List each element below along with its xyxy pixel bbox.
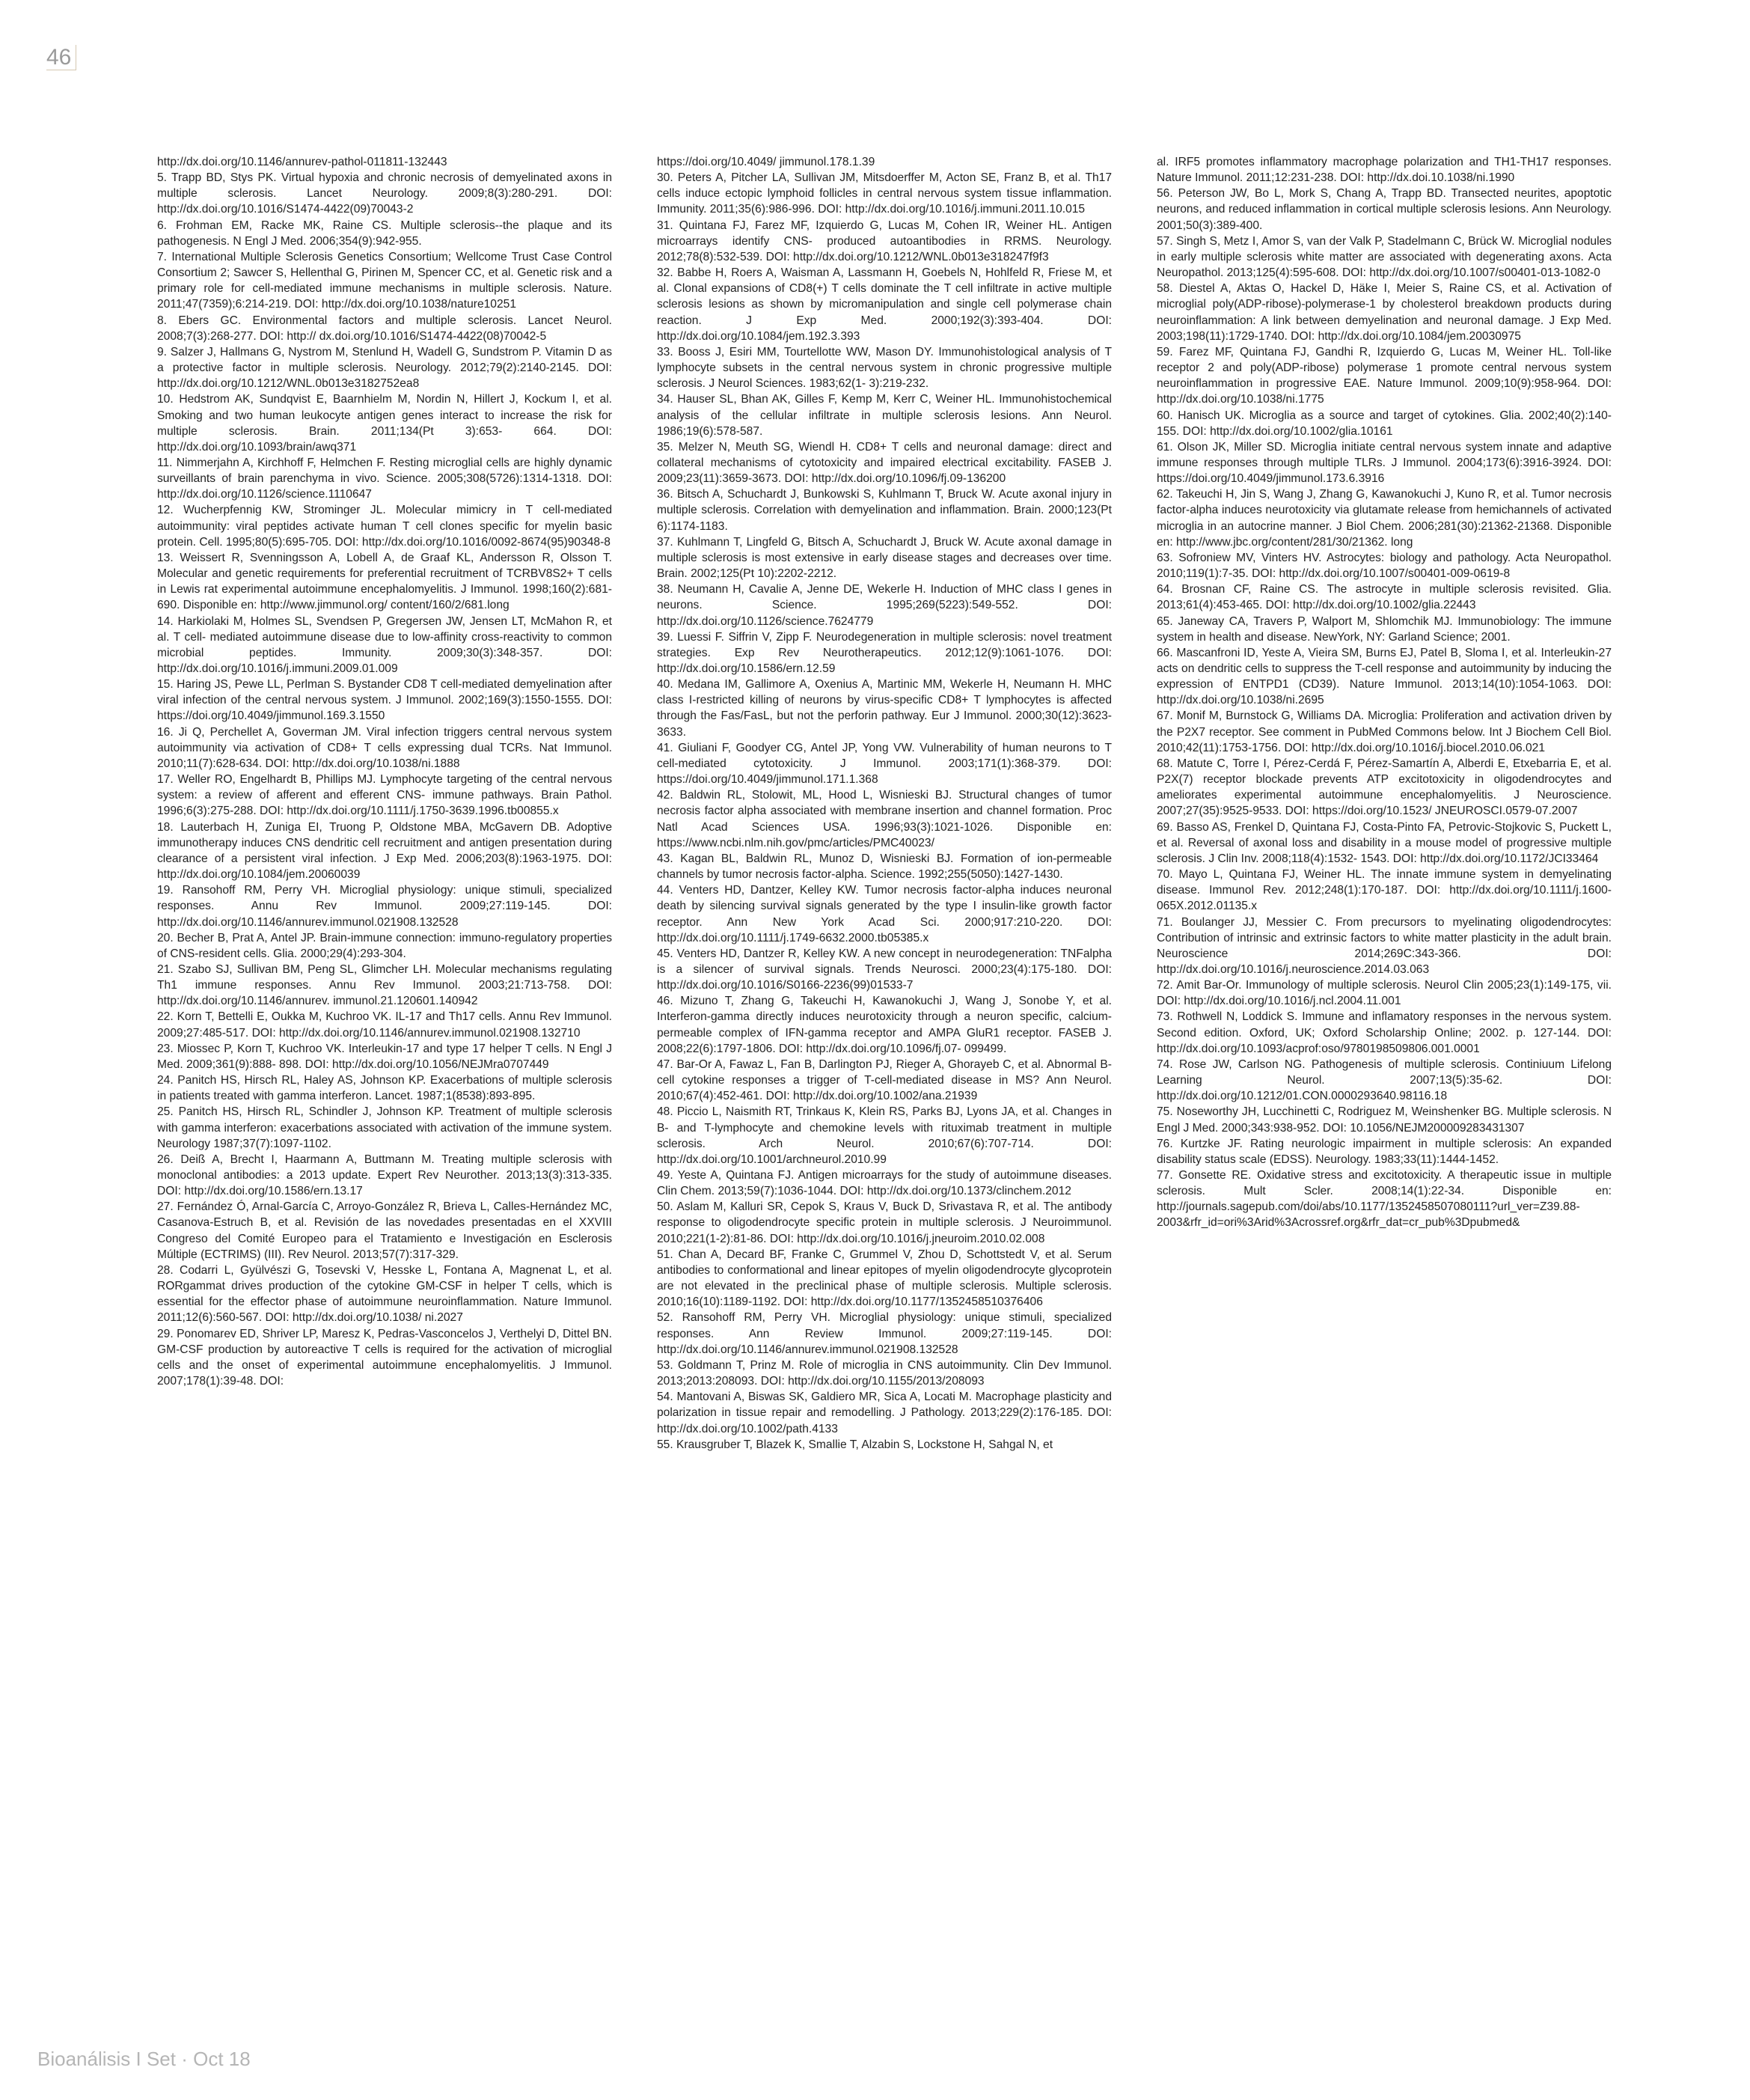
reference-entry: 31. Quintana FJ, Farez MF, Izquierdo G, Lucas M, Cohen IR, Weiner HL. Antigen microarrays identify CNS- produced autoantibodies in RRMS. Neurology. 2012;78(8):532-539. DOI: http://dx.doi.org/10.1212/WNL.0b013e318247f9f3 xyxy=(657,219,1112,263)
reference-entry: 52. Ransohoff RM, Perry VH. Microglial physiology: unique stimuli, specialized responses. Ann Review Immunol. 2009;27:119-145. DOI: http://dx.doi.org/10.1146/annurev.immunol.021908.132528 xyxy=(657,1311,1112,1356)
reference-entry: 70. Mayo L, Quintana FJ, Weiner HL. The innate immune system in demyelinating disease. Immunol Rev. 2012;248(1):170-187. DOI: http://dx.doi.org/10.1111/j.1600-065X.2012.01135.x xyxy=(1157,868,1612,913)
reference-entry: 36. Bitsch A, Schuchardt J, Bunkowski S, Kuhlmann T, Bruck W. Acute axonal injury in multiple sclerosis. Correlation with demyelination and inflammation. Brain. 2000;123(Pt 6):1174-1183. xyxy=(657,488,1112,533)
reference-entry: 65. Janeway CA, Travers P, Walport M, Shlomchik MJ. Immunobiology: The immune system in health and disease. NewYork, NY: Garland Science; 2001. xyxy=(1157,614,1612,644)
page-number: 46 xyxy=(46,45,76,70)
reference-entry: 75. Noseworthy JH, Lucchinetti C, Rodriguez M, Weinshenker BG. Multiple sclerosis. N Engl J Med. 2000;343:938-952. DOI: 10.1056/NEJM200009283431307 xyxy=(1157,1105,1612,1135)
reference-entry: 23. Miossec P, Korn T, Kuchroo VK. Interleukin-17 and type 17 helper T cells. N Engl J Med. 2009;361(9):888- 898. DOI: http://dx.doi.org/10.1056/NEJMra0707449 xyxy=(157,1042,612,1071)
reference-entry: 45. Venters HD, Dantzer R, Kelley KW. A new concept in neurodegeneration: TNFalpha is a silencer of survival signals. Trends Neurosci. 2000;23(4):175-180. DOI: http://dx.doi.org/10.1016/S0166-2236(99)01533-7 xyxy=(657,947,1112,992)
reference-entry: 34. Hauser SL, Bhan AK, Gilles F, Kemp M, Kerr C, Weiner HL. Immunohistochemical analysis of the cellular infiltrate in multiple sclerosis lesions. Ann Neurol. 1986;19(6):578-587. xyxy=(657,393,1112,438)
reference-entry: 39. Luessi F. Siffrin V, Zipp F. Neurodegeneration in multiple sclerosis: novel treatment strategies. Exp Rev Neurotherapeutics. 2012;12(9):1061-1076. DOI: http://dx.doi.org/10.1586/ern.12.59 xyxy=(657,630,1112,675)
reference-entry: 60. Hanisch UK. Microglia as a source and target of cytokines. Glia. 2002;40(2):140-155. DOI: http://dx.doi.org/10.1002/glia.10161 xyxy=(1157,409,1612,438)
reference-entry: 22. Korn T, Bettelli E, Oukka M, Kuchroo VK. IL-17 and Th17 cells. Annu Rev Immunol. 2009;27:485-517. DOI: http://dx.doi.org/10.1146/annurev.immunol.021908.132710 xyxy=(157,1010,612,1040)
reference-entry: 77. Gonsette RE. Oxidative stress and excitotoxicity. A therapeutic issue in multiple sclerosis. Mult Scler. 2008;14(1):22-34. Disponible en: http://journals.sagepub.com/doi/abs/10.1177/1352458507080111?url_ver=Z39.88-2003&rfr_id=ori%3Arid%3Acrossref.org&rfr_dat=cr_pub%3Dpubmed& xyxy=(1157,1169,1612,1230)
reference-entry: 50. Aslam M, Kalluri SR, Cepok S, Kraus V, Buck D, Srivastava R, et al. The antibody response to oligodendrocyte specific protein in multiple sclerosis. J Neuroimmunol. 2010;221(1-2):81-86. DOI: http://dx.doi.org/10.1016/j.jneuroim.2010.02.008 xyxy=(657,1200,1112,1245)
reference-entry: 74. Rose JW, Carlson NG. Pathogenesis of multiple sclerosis. Continiuum Lifelong Learning Neurol. 2007;13(5):35-62. DOI: http://dx.doi.org/10.1212/01.CON.0000293640.98116.18 xyxy=(1157,1057,1612,1103)
reference-entry: 15. Haring JS, Pewe LL, Perlman S. Bystander CD8 T cell-mediated demyelination after viral infection of the central nervous system. J Immunol. 2002;169(3):1550-1555. DOI: https://doi.org/10.4049/jimmunol.169.3.1550 xyxy=(157,678,612,723)
reference-entry: 46. Mizuno T, Zhang G, Takeuchi H, Kawanokuchi J, Wang J, Sonobe Y, et al. Interferon-gamma directly induces neurotoxicity through a neuron specific, calcium-permeable complex of IFN-gamma receptor and AMPA GluR1 receptor. FASEB J. 2008;22(6):1797-1806. DOI: http://dx.doi.org/10.1096/fj.07- 099499. xyxy=(657,995,1112,1055)
reference-entry: 8. Ebers GC. Environmental factors and multiple sclerosis. Lancet Neurol. 2008;7(3):268-277. DOI: http:// dx.doi.org/10.1016/S1474-4422(08)70042-5 xyxy=(157,314,612,343)
reference-entry: 20. Becher B, Prat A, Antel JP. Brain-immune connection: immuno-regulatory properties of CNS-resident cells. Glia. 2000;29(4):293-304. xyxy=(157,931,612,960)
references-column-1 xyxy=(157,154,612,1389)
reference-entry: 40. Medana IM, Gallimore A, Oxenius A, Martinic MM, Wekerle H, Neumann H. MHC class I-restricted killing of neurons by virus-specific CD8+ T lymphocytes is affected through the Fas/FasL, but not the perforin pathway. Eur J Immunol. 2000;30(12):3623-3633. xyxy=(657,678,1112,739)
reference-entry: 16. Ji Q, Perchellet A, Goverman JM. Viral infection triggers central nervous system autoimmunity via activation of CD8+ T cells expressing dual TCRs. Nat Immunol. 2010;11(7):628-634. DOI: http://dx.doi.org/10.1038/ni.1888 xyxy=(157,725,612,770)
reference-entry: 25. Panitch HS, Hirsch RL, Schindler J, Johnson KP. Treatment of multiple sclerosis with gamma interferon: exacerbations associated with activation of the immune system. Neurology 1987;37(7):1097-1102. xyxy=(157,1105,612,1150)
reference-entry: 27. Fernández Ó, Arnal-García C, Arroyo-González R, Brieva L, Calles-Hernández MC, Casanova-Estruch B, et al. Revisión de las novedades presentadas en el XXVIII Congreso del Comité Europeo para el Tratamiento e Investigación en Esclerosis Múltiple (ECTRIMS) (III). Rev Neurol. 2013;57(7):317-329. xyxy=(157,1200,612,1261)
reference-entry: 43. Kagan BL, Baldwin RL, Munoz D, Wisnieski BJ. Formation of ion-permeable channels by tumor necrosis factor-alpha. Science. 1992;255(5050):1427-1430. xyxy=(657,852,1112,882)
journal-footer: Bioanálisis I Set · Oct 18 xyxy=(37,2048,251,2070)
reference-entry: 44. Venters HD, Dantzer, Kelley KW. Tumor necrosis factor-alpha induces neuronal death by silencing survival signals generated by the type I insulin-like growth factor receptor. Ann New York Acad Sci. 2000;917:210-220. DOI: http://dx.doi.org/10.1111/j.1749-6632.2000.tb05385.x xyxy=(657,884,1112,944)
reference-entry: 14. Harkiolaki M, Holmes SL, Svendsen P, Gregersen JW, Jensen LT, McMahon R, et al. T cell- mediated autoimmune disease due to low-affinity cross-reactivity to common microbial peptides. Immunity. 2009;30(3):348-357. DOI: http://dx.doi.org/10.1016/j.immuni.2009.01.009 xyxy=(157,614,612,675)
reference-entry: 64. Brosnan CF, Raine CS. The astrocyte in multiple sclerosis revisited. Glia. 2013;61(4):453-465. DOI: http://dx.doi.org/10.1002/glia.22443 xyxy=(1157,583,1612,612)
reference-entry: 33. Booss J, Esiri MM, Tourtellotte WW, Mason DY. Immunohistological analysis of T lymphocyte subsets in the central nervous system in chronic progressive multiple sclerosis. J Neurol Sciences. 1983;62(1- 3):219-232. xyxy=(657,345,1112,391)
reference-entry: 53. Goldmann T, Prinz M. Role of microglia in CNS autoimmunity. Clin Dev Immunol. 2013;2013:208093. DOI: http://dx.doi.org/10.1155/2013/208093 xyxy=(657,1358,1112,1388)
reference-entry: 13. Weissert R, Svenningsson A, Lobell A, de Graaf KL, Andersson R, Olsson T. Molecular and genetic requirements for preferential recruitment of TCRBV8S2+ T cells in Lewis rat experimental autoimmune encephalomyelitis. J Immunol. 1998;160(2):681-690. Disponible en: http://www.jimmunol.org/ content/160/2/681.long xyxy=(157,551,612,612)
reference-entry: 55. Krausgruber T, Blazek K, Smallie T, Alzabin S, Lockstone H, Sahgal N, et xyxy=(657,1438,1053,1451)
reference-entry: http://dx.doi.org/10.1146/annurev-pathol-011811-132443 xyxy=(157,156,447,168)
reference-entry: 30. Peters A, Pitcher LA, Sullivan JM, Mitsdoerffer M, Acton SE, Franz B, et al. Th17 cells induce ectopic lymphoid follicles in central nervous system tissue inflammation. Immunity. 2011;35(6):986-996. DOI: http://dx.doi.org/10.1016/j.immuni.2011.10.015 xyxy=(657,171,1112,216)
reference-entry: 12. Wucherpfennig KW, Strominger JL. Molecular mimicry in T cell-mediated autoimmunity: viral peptides activate human T cell clones specific for myelin basic protein. Cell. 1995;80(5):695-705. DOI: http://dx.doi.org/10.1016/0092-8674(95)90348-8 xyxy=(157,504,612,549)
reference-entry: 57. Singh S, Metz I, Amor S, van der Valk P, Stadelmann C, Brück W. Microglial nodules in early multiple sclerosis white matter are associated with degenerating axons. Acta Neuropathol. 2013;125(4):595-608. DOI: http://dx.doi.org/10.1007/s00401-013-1082-0 xyxy=(1157,234,1612,280)
reference-entry: 48. Piccio L, Naismith RT, Trinkaus K, Klein RS, Parks BJ, Lyons JA, et al. Changes in B- and T-lymphocyte and chemokine levels with rituximab treatment in multiple sclerosis. Arch Neurol. 2010;67(6):707-714. DOI: http://dx.doi.org/10.1001/archneurol.2010.99 xyxy=(657,1105,1112,1166)
reference-entry: 51. Chan A, Decard BF, Franke C, Grummel V, Zhou D, Schottstedt V, et al. Serum antibodies to conformational and linear epitopes of myelin oligodendrocyte glycoprotein are not elevated in the preclinical phase of multiple sclerosis. Multiple sclerosis. 2010;16(10):1189-1192. DOI: http://dx.doi.org/10.1177/1352458510376406 xyxy=(657,1248,1112,1309)
reference-entry: 41. Giuliani F, Goodyer CG, Antel JP, Yong VW. Vulnerability of human neurons to T cell-mediated cytotoxicity. J Immunol. 2003;171(1):368-379. DOI: https://doi.org/10.4049/jimmunol.171.1.368 xyxy=(657,741,1112,787)
reference-entry: 9. Salzer J, Hallmans G, Nystrom M, Stenlund H, Wadell G, Sundstrom P. Vitamin D as a protective factor in multiple sclerosis. Neurology. 2012;79(2):2140-2145. DOI: http://dx.doi.org/10.1212/WNL.0b013e3182752ea8 xyxy=(157,345,612,391)
reference-entry: 56. Peterson JW, Bo L, Mork S, Chang A, Trapp BD. Transected neurites, apoptotic neurons, and reduced inflammation in cortical multiple sclerosis lesions. Ann Neurology. 2001;50(3):389-400. xyxy=(1157,187,1612,232)
reference-entry: 35. Melzer N, Meuth SG, Wiendl H. CD8+ T cells and neuronal damage: direct and collateral mechanisms of cytotoxicity and impaired electrical excitability. FASEB J. 2009;23(11):3659-3673. DOI: http://dx.doi.org/10.1096/fj.09-136200 xyxy=(657,440,1112,486)
reference-entry: 66. Mascanfroni ID, Yeste A, Vieira SM, Burns EJ, Patel B, Sloma I, et al. Interleukin-27 acts on dendritic cells to suppress the T-cell response and autoimmunity by inducing the expression of ENTPD1 (CD39). Nature Immunol. 2013;14(10):1054-1063. DOI: http://dx.doi.org/10.1038/ni.2695 xyxy=(1157,646,1612,707)
reference-entry: 5. Trapp BD, Stys PK. Virtual hypoxia and chronic necrosis of demyelinated axons in multiple sclerosis. Lancet Neurology. 2009;8(3):280-291. DOI: http://dx.doi.org/10.1016/S1474-4422(09)70043-2 xyxy=(157,171,612,216)
reference-entry: 62. Takeuchi H, Jin S, Wang J, Zhang G, Kawanokuchi J, Kuno R, et al. Tumor necrosis factor-alpha induces neurotoxicity via glutamate release from hemichannels of activated microglia in an autocrine manner. J Biol Chem. 2006;281(30):21362-21368. Disponible en: http://www.jbc.org/content/281/30/21362. long xyxy=(1157,488,1612,549)
reference-entry: 29. Ponomarev ED, Shriver LP, Maresz K, Pedras-Vasconcelos J, Verthelyi D, Dittel BN. GM-CSF production by autoreactive T cells is required for the activation of microglial cells and the onset of experimental autoimmune encephalomyelitis. J Immunol. 2007;178(1):39-48. DOI: xyxy=(157,1327,612,1388)
reference-entry: 42. Baldwin RL, Stolowit, ML, Hood L, Wisnieski BJ. Structural changes of tumor necrosis factor alpha associated with membrane insertion and channel formation. Proc Natl Acad Sciences USA. 1996;93(3):1021-1026. Disponible en: https://www.ncbi.nlm.nih.gov/pmc/articles/PMC40023/ xyxy=(657,789,1112,849)
reference-entry: 58. Diestel A, Aktas O, Hackel D, Häke I, Meier S, Raine CS, et al. Activation of microglial poly(ADP-ribose)-polymerase-1 by cholesterol breakdown products during neuroinflammation: A link between demyelination and neuronal damage. J Exp Med. 2003;198(11):1729-1740. DOI: http://dx.doi.org/10.1084/jem.20030975 xyxy=(1157,282,1612,343)
reference-entry: 68. Matute C, Torre I, Pérez-Cerdá F, Pérez-Samartín A, Alberdi E, Etxebarria E, et al. P2X(7) receptor blockade prevents ATP excitotoxicity in oligodendrocytes and ameliorates experimental autoimmune encephalomyelitis. J Neuroscience. 2007;27(35):9525-9533. DOI: https://doi.org/10.1523/ JNEUROSCI.0579-07.2007 xyxy=(1157,757,1612,818)
reference-entry: 69. Basso AS, Frenkel D, Quintana FJ, Costa-Pinto FA, Petrovic-Stojkovic S, Puckett L, et al. Reversal of axonal loss and disability in a mouse model of progressive multiple sclerosis. J Clin Inv. 2008;118(4):1532- 1543. DOI: http://dx.doi.org/10.1172/JCI33464 xyxy=(1157,820,1612,865)
references-column-3 xyxy=(1157,154,1612,1231)
reference-entry: 24. Panitch HS, Hirsch RL, Haley AS, Johnson KP. Exacerbations of multiple sclerosis in patients treated with gamma interferon. Lancet. 1987;1(8538):893-895. xyxy=(157,1074,612,1103)
reference-entry: 72. Amit Bar-Or. Immunology of multiple sclerosis. Neurol Clin 2005;23(1):149-175, vii. DOI: http://dx.doi.org/10.1016/j.ncl.2004.11.001 xyxy=(1157,979,1612,1008)
reference-entry: 10. Hedstrom AK, Sundqvist E, Baarnhielm M, Nordin N, Hillert J, Kockum I, et al. Smoking and two human leukocyte antigen genes interact to increase the risk for multiple sclerosis. Brain. 2011;134(Pt 3):653- 664. DOI: http://dx.doi.org/10.1093/brain/awq371 xyxy=(157,393,612,454)
reference-entry: 63. Sofroniew MV, Vinters HV. Astrocytes: biology and pathology. Acta Neuropathol. 2010;119(1):7-35. DOI: http://dx.doi.org/10.1007/s00401-009-0619-8 xyxy=(1157,551,1612,581)
reference-entry: 19. Ransohoff RM, Perry VH. Microglial physiology: unique stimuli, specialized responses. Annu Rev Immunol. 2009;27:119-145. DOI: http://dx.doi.org/10.1146/annurev.immunol.021908.132528 xyxy=(157,884,612,929)
reference-entry: https://doi.org/10.4049/ jimmunol.178.1.39 xyxy=(657,156,875,168)
reference-entry: 71. Boulanger JJ, Messier C. From precursors to myelinating oligodendrocytes: Contribution of intrinsic and extrinsic factors to white matter plasticity in the adult brain. Neuroscience 2014;269C:343-366. DOI: http://dx.doi.org/10.1016/j.neuroscience.2014.03.063 xyxy=(1157,915,1612,976)
reference-entry: 49. Yeste A, Quintana FJ. Antigen microarrays for the study of autoimmune diseases. Clin Chem. 2013;59(7):1036-1044. DOI: http://dx.doi.org/10.1373/clinchem.2012 xyxy=(657,1169,1112,1198)
reference-entry: 28. Codarri L, Gyülvészi G, Tosevski V, Hesske L, Fontana A, Magnenat L, et al. RORgammat drives production of the cytokine GM-CSF in helper T cells, which is essential for the effector phase of autoimmune neuroinflammation. Nature Immunol. 2011;12(6):560-567. DOI: http://dx.doi.org/10.1038/ ni.2027 xyxy=(157,1263,612,1325)
reference-entry: 18. Lauterbach H, Zuniga EI, Truong P, Oldstone MBA, McGavern DB. Adoptive immunotherapy induces CNS dendritic cell recruitment and antigen presentation during clearance of a persistent viral infection. J Exp Med. 2006;203(8):1963-1975. DOI: http://dx.doi.org/10.1084/jem.20060039 xyxy=(157,820,612,882)
reference-entry: 7. International Multiple Sclerosis Genetics Consortium; Wellcome Trust Case Control Consortium 2; Sawcer S, Hellenthal G, Pirinen M, Spencer CC, et al. Genetic risk and a primary role for cell-mediated immune mechanisms in multiple sclerosis. Nature. 2011;47(7359);6:214-219. DOI: http://dx.doi.org/10.1038/nature10251 xyxy=(157,250,612,311)
reference-entry: al. IRF5 promotes inflammatory macrophage polarization and TH1-TH17 responses. Nature Immunol. 2011;12:231-238. DOI: http://dx.doi.10.1038/ni.1990 xyxy=(1157,156,1612,185)
reference-entry: 38. Neumann H, Cavalie A, Jenne DE, Wekerle H. Induction of MHC class I genes in neurons. Science. 1995;269(5223):549-552. DOI: http://dx.doi.org/10.1126/science.7624779 xyxy=(657,583,1112,628)
reference-entry: 59. Farez MF, Quintana FJ, Gandhi R, Izquierdo G, Lucas M, Weiner HL. Toll-like receptor 2 and poly(ADP-ribose) polymerase 1 promote central nervous system neuroinflammation in progressive EAE. Nature Immunol. 2009;10(9):958-964. DOI: http://dx.doi.org/10.1038/ni.1775 xyxy=(1157,345,1612,406)
reference-entry: 26. Deiß A, Brecht I, Haarmann A, Buttmann M. Treating multiple sclerosis with monoclonal antibodies: a 2013 update. Expert Rev Neurother. 2013;13(3):313-335. DOI: http://dx.doi.org/10.1586/ern.13.17 xyxy=(157,1153,612,1198)
reference-entry: 76. Kurtzke JF. Rating neurologic impairment in multiple sclerosis: An expanded disability status scale (EDSS). Neurology. 1983;33(11):1444-1452. xyxy=(1157,1137,1612,1166)
reference-entry: 61. Olson JK, Miller SD. Microglia initiate central nervous system innate and adaptive immune responses through multiple TLRs. J Immunol. 2004;173(6):3916-3924. DOI: https://doi.org/10.4049/jimmunol.173.6.3916 xyxy=(1157,440,1612,486)
reference-entry: 21. Szabo SJ, Sullivan BM, Peng SL, Glimcher LH. Molecular mechanisms regulating Th1 immune responses. Annu Rev Immunol. 2003;21:713-758. DOI: http://dx.doi.org/10.1146/annurev. immunol.21.120601.140942 xyxy=(157,962,612,1008)
reference-entry: 73. Rothwell N, Loddick S. Immune and inflamatory responses in the nervous system. Second edition. Oxford, UK; Oxford Scholarship Online; 2002. p. 127-144. DOI: http://dx.doi.org/10.1093/acprof:oso/9780198509806.001.0001 xyxy=(1157,1010,1612,1055)
reference-entry: 11. Nimmerjahn A, Kirchhoff F, Helmchen F. Resting microglial cells are highly dynamic surveillants of brain parenchyma in vivo. Science. 2005;308(5726):1314-1318. DOI: http://dx.doi.org/10.1126/science.1110647 xyxy=(157,456,612,501)
reference-entry: 32. Babbe H, Roers A, Waisman A, Lassmann H, Goebels N, Hohlfeld R, Friese M, et al. Clonal expansions of CD8(+) T cells dominate the T cell infiltrate in active multiple sclerosis lesions as shown by micromanipulation and single cell polymerase chain reaction. J Exp Med. 2000;192(3):393-404. DOI: http://dx.doi.org/10.1084/jem.192.3.393 xyxy=(657,266,1112,343)
reference-entry: 17. Weller RO, Engelhardt B, Phillips MJ. Lymphocyte targeting of the central nervous system: a review of afferent and efferent CNS- immune pathways. Brain Pathol. 1996;6(3):275-288. DOI: http://dx.doi.org/10.1111/j.1750-3639.1996.tb00855.x xyxy=(157,773,612,818)
reference-entry: 54. Mantovani A, Biswas SK, Galdiero MR, Sica A, Locati M. Macrophage plasticity and polarization in tissue repair and remodelling. J Pathology. 2013;229(2):176-185. DOI: http://dx.doi.org/10.1002/path.4133 xyxy=(657,1391,1112,1435)
reference-entry: 47. Bar-Or A, Fawaz L, Fan B, Darlington PJ, Rieger A, Ghorayeb C, et al. Abnormal B-cell cytokine responses a trigger of T-cell-mediated disease in MS? Ann Neurol. 2010;67(4):452-461. DOI: http://dx.doi.org/10.1002/ana.21939 xyxy=(657,1057,1112,1103)
references-column-2 xyxy=(657,154,1112,1453)
reference-entry: 67. Monif M, Burnstock G, Williams DA. Microglia: Proliferation and activation driven by the P2X7 receptor. See comment in PubMed Commons below. Int J Biochem Cell Biol. 2010;42(11):1753-1756. DOI: http://dx.doi.org/10.1016/j.biocel.2010.06.021 xyxy=(1157,709,1612,754)
reference-entry: 6. Frohman EM, Racke MK, Raine CS. Multiple sclerosis--the plaque and its pathogenesis. N Engl J Med. 2006;354(9):942-955. xyxy=(157,219,612,248)
reference-entry: 37. Kuhlmann T, Lingfeld G, Bitsch A, Schuchardt J, Bruck W. Acute axonal damage in multiple sclerosis is most extensive in early disease stages and decreases over time. Brain. 2002;125(Pt 10):2202-2212. xyxy=(657,535,1112,581)
